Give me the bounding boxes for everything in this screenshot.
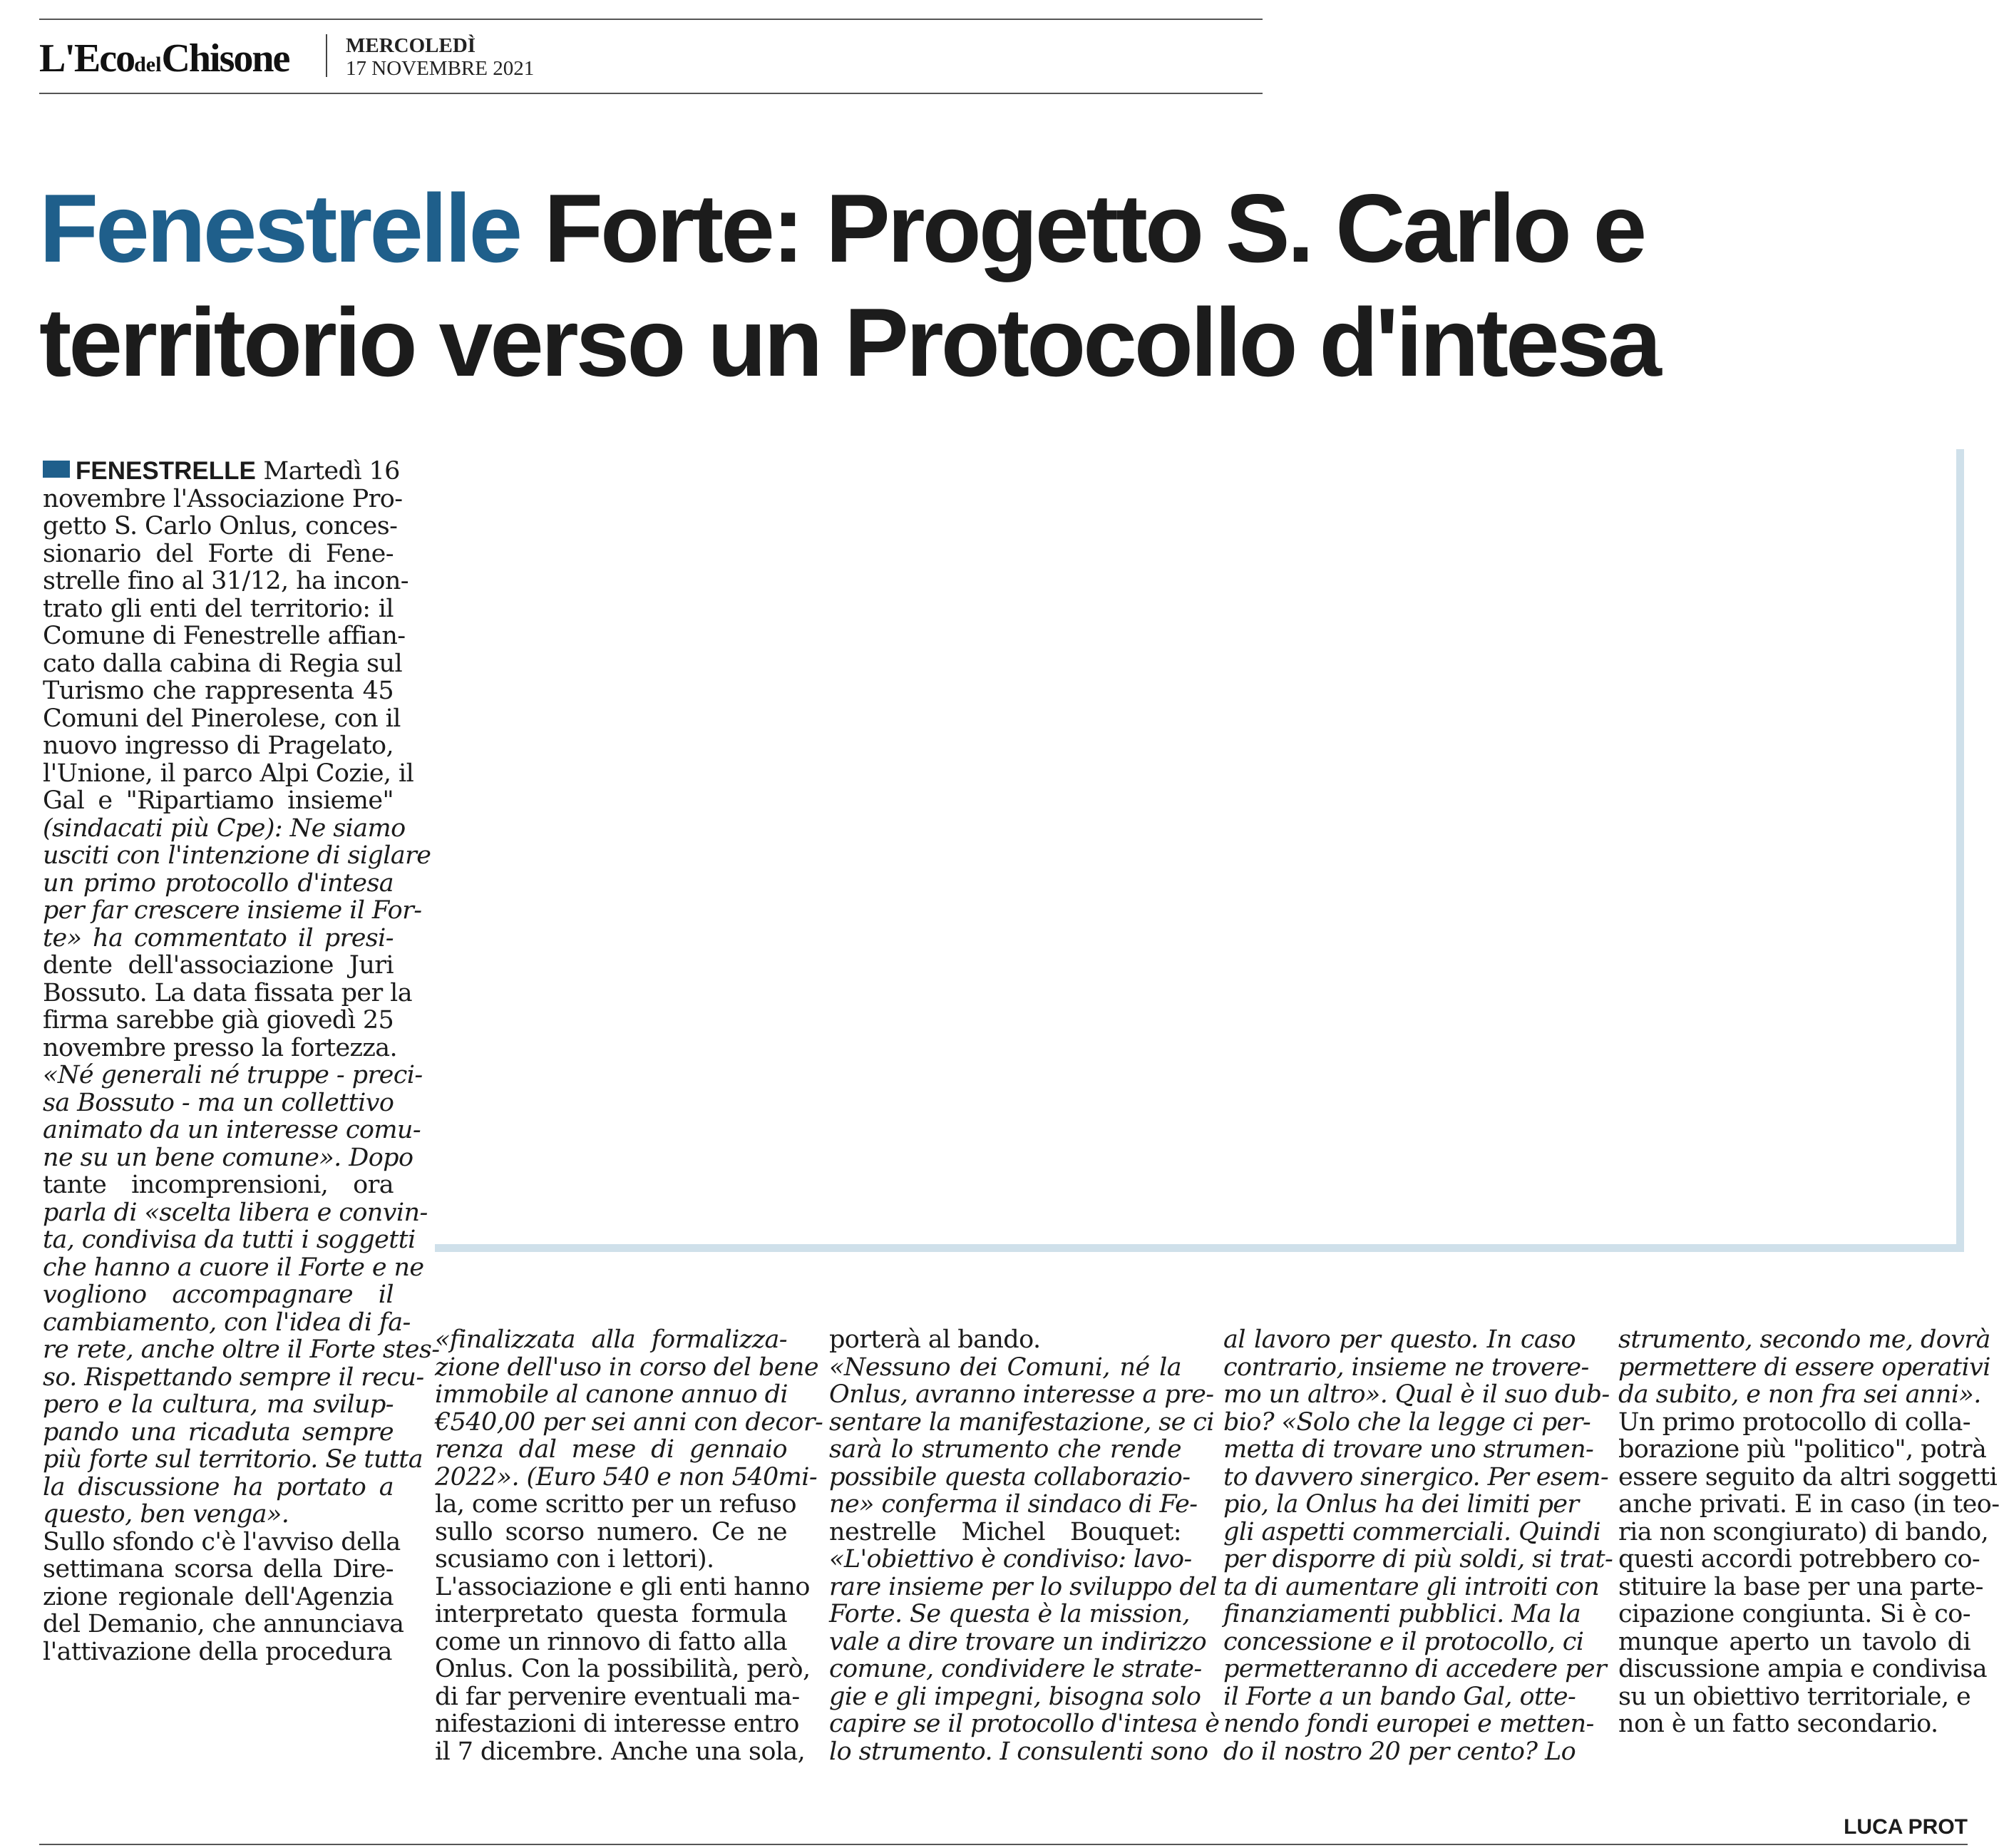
article-line [1223, 1435, 1594, 1464]
article-line [435, 1572, 810, 1601]
article-line [43, 1583, 394, 1611]
article-line [1618, 1683, 1970, 1711]
article-line [43, 649, 403, 678]
issue-day: MERCOLEDÌ [346, 34, 476, 57]
article-line [43, 1501, 394, 1529]
article-line-text: stituire la base per una parte- [1618, 1572, 1983, 1601]
article-line-text: so. Rispettando sempre il recu- [43, 1362, 424, 1392]
article-line-text: Gal e "Ripartiamo insieme" [43, 786, 394, 815]
article-line [43, 1007, 394, 1035]
article-line [1223, 1738, 1576, 1766]
article-line [43, 1253, 424, 1282]
logo-eco: L'Eco [39, 36, 135, 81]
article-line-text: contrario, insieme ne trovere- [1223, 1352, 1589, 1382]
article-line-text: zione dell'uso in corso del bene [435, 1352, 818, 1382]
article-line-text: ta di aumentare gli introiti con [1223, 1572, 1600, 1601]
article-line-text: cambiamento, con l'idea di fa- [43, 1308, 411, 1337]
article-line-text: anche privati. E in caso (in teo- [1618, 1490, 1999, 1519]
article-line-text: animato da un interesse comu- [43, 1116, 421, 1144]
article-line-text: vale a dire trovare un indirizzo [829, 1627, 1207, 1656]
article-line [43, 484, 403, 513]
article-line-text: €540,00 per sei anni con decor- [435, 1407, 823, 1437]
article-line-text: da subito, e non fra sei anni». [1618, 1380, 1981, 1409]
article-line-text: Martedì 16 [263, 457, 400, 486]
article-line-text: vogliono accompagnare il [43, 1280, 394, 1309]
article-line [1223, 1380, 1610, 1409]
byline: LUCA PROT [1844, 1815, 1968, 1839]
article-line [435, 1519, 787, 1546]
article-line-text: Sullo sfondo c'è l'avviso della [43, 1527, 401, 1556]
article-line [1223, 1545, 1613, 1574]
article-line-text: sentare la manifestazione, se ci [829, 1407, 1214, 1437]
article-line-text: pero e la cultura, ma svilup- [43, 1390, 394, 1419]
article-line-text: te» ha commentato il presi- [43, 923, 394, 953]
headline-kicker: Fenestrelle [39, 174, 520, 282]
article-line-text: cipazione congiunta. Si è co- [1618, 1600, 1970, 1628]
article-line-text: più forte sul territorio. Se tutta [43, 1445, 423, 1474]
article-line-text: mo un altro». Qual è il suo dub- [1223, 1380, 1610, 1409]
article-line-text: di far pervenire eventuali ma- [435, 1682, 800, 1711]
article-line [1618, 1325, 1990, 1354]
article-line [43, 1281, 394, 1309]
article-line [43, 512, 398, 540]
article-line [43, 1143, 413, 1172]
article-line [43, 567, 408, 595]
article-line-text: sionario del Forte di Fene- [43, 539, 394, 568]
article-line [43, 457, 400, 486]
article-line [1618, 1380, 1981, 1409]
article-line-text: l'Unione, il parco Alpi Cozie, il [43, 759, 414, 788]
article-line [1223, 1710, 1594, 1738]
article-line [43, 841, 431, 870]
article-line-text: parla di «scelta libera e convin- [43, 1198, 428, 1227]
article-line-text: possibile questa collaborazio- [829, 1462, 1191, 1492]
article-line [43, 1527, 401, 1556]
article-line-text: capire se il protocollo d'intesa è [829, 1710, 1220, 1738]
article-line-text: un primo protocollo d'intesa [43, 868, 394, 898]
article-line-text: Turismo che rappresenta 45 [43, 677, 394, 705]
article-line [1223, 1462, 1609, 1492]
article-line-text: «Né generali né truppe - preci- [43, 1061, 423, 1089]
article-column-1 [43, 457, 440, 1666]
article-line-text: permetteranno di accedere per [1223, 1655, 1607, 1683]
photo-frame-right [1956, 449, 1964, 1252]
article-line-text: come un rinnovo di fatto alla [435, 1627, 787, 1656]
headline-line1: Forte: Progetto S. Carlo e [543, 174, 1645, 282]
logo-del: del [134, 53, 162, 76]
article-line-text: gie e gli impegni, bisogna solo [829, 1682, 1201, 1711]
article-line [829, 1380, 1214, 1409]
article-line [43, 595, 394, 623]
article-line [435, 1381, 787, 1409]
article-line [1223, 1326, 1576, 1354]
article-line [435, 1352, 818, 1382]
article-line [43, 1556, 394, 1583]
article-line [1618, 1628, 1970, 1656]
article-line [435, 1546, 787, 1574]
article-line [43, 1226, 416, 1254]
article-line-text: bio? «Solo che la legge ci per- [1223, 1407, 1591, 1437]
article-line-text: settimana scorsa della Dire- [43, 1555, 394, 1583]
article-line [43, 1610, 404, 1638]
article-line-text: Bossuto. La data fissata per la [43, 978, 413, 1007]
headline [39, 171, 1964, 399]
article-line-text: strelle fino al 31/12, ha incon- [43, 567, 408, 595]
article-column-3 [829, 1325, 1220, 1766]
article-line-text: «L'obiettivo è condiviso: lavo- [829, 1545, 1192, 1574]
newspaper-logo [39, 36, 289, 81]
article-line-text: «finalizzata alla formalizza- [435, 1325, 787, 1354]
article-line-text: Un primo protocollo di colla- [1618, 1407, 1970, 1437]
article-line-text: nifestazioni di interesse entro [435, 1710, 799, 1738]
dateline-square-icon [43, 461, 70, 478]
article-line [1223, 1407, 1591, 1437]
article-line-text: per far crescere insieme il For- [43, 896, 422, 925]
article-line [43, 622, 406, 650]
article-line-text: finanziamenti pubblici. Ma la [1223, 1600, 1581, 1628]
article-line-text: immobile al canone annuo di [435, 1380, 788, 1409]
article-line [1618, 1572, 1983, 1601]
article-line-text: Comuni del Pinerolese, con il [43, 704, 401, 733]
article-line-text: firma sarebbe già giovedì 25 [43, 1006, 394, 1035]
article-line [1223, 1490, 1579, 1519]
article-line [1223, 1572, 1600, 1601]
article-line-text: cato dalla cabina di Regia sul [43, 649, 403, 678]
article-line-text: re rete, anche oltre il Forte stes- [43, 1335, 440, 1364]
article-line-text: nendo fondi europei e metten- [1223, 1710, 1594, 1738]
article-line [1618, 1409, 1970, 1437]
article-line-text: rare insieme per lo sviluppo del [829, 1572, 1217, 1601]
article-line-text: dente dell'associazione Juri [43, 951, 394, 980]
article-line [435, 1682, 800, 1711]
article-line-text: nuovo ingresso di Pragelato, [43, 732, 394, 760]
article-line-text: il Forte a un bando Gal, otte- [1223, 1682, 1576, 1711]
article-line [43, 1638, 394, 1666]
article-line-text: permettere di essere operativi [1618, 1352, 1990, 1382]
article-line [1618, 1655, 1987, 1683]
article-line [829, 1627, 1207, 1656]
article-line [829, 1407, 1214, 1437]
article-line-text: getto S. Carlo Onlus, conces- [43, 512, 398, 540]
article-line-text: strumento, secondo me, dovrà [1618, 1325, 1990, 1354]
article-line [829, 1710, 1220, 1738]
article-line-text: interpretato questa formula [435, 1600, 787, 1628]
headline-line2: territorio verso un Protocollo d'intesa [39, 288, 1659, 396]
article-line-text: Onlus. Con la possibilità, però, [435, 1655, 811, 1683]
dateline: FENESTRELLE [76, 457, 256, 485]
article-line-text: zione regionale dell'Agenzia [43, 1582, 394, 1611]
article-line-text: pando una ricaduta sempre [43, 1417, 394, 1447]
article-line [829, 1519, 1181, 1546]
photo-area [435, 449, 1961, 1248]
article-line-text: (sindacati più Cpe): Ne siamo [43, 813, 406, 843]
article-line [1618, 1545, 1980, 1574]
issue-full-date: 17 NOVEMBRE 2021 [346, 57, 535, 80]
article-line-text: la, come scritto per un refuso [435, 1490, 796, 1519]
article-line-text: discussione ampia e condivisa [1618, 1655, 1987, 1683]
article-line [43, 813, 406, 843]
article-line [43, 1033, 398, 1062]
article-line [829, 1682, 1201, 1711]
article-line [43, 677, 394, 705]
article-line-text: ta, condivisa da tutti i soggetti [43, 1226, 416, 1254]
article-line-text: Onlus, avranno interesse a pre- [829, 1380, 1214, 1409]
article-line-text: tante incomprensioni, ora [43, 1171, 394, 1199]
article-line [1223, 1683, 1576, 1711]
article-line-text: to davvero sinergico. Per esem- [1223, 1462, 1609, 1492]
article-line [43, 1308, 411, 1337]
article-line-text: comune, condividere le strate- [829, 1655, 1202, 1683]
article-line-text: «Nessuno dei Comuni, né la [829, 1352, 1181, 1382]
article-line [435, 1628, 787, 1656]
article-line-text: concessione e il protocollo, ci [1223, 1627, 1584, 1656]
article-line [435, 1710, 799, 1738]
article-line [829, 1545, 1192, 1574]
article-line [43, 787, 394, 815]
article-line [43, 978, 413, 1007]
article-line [435, 1407, 823, 1437]
article-line-text: novembre presso la fortezza. [43, 1033, 398, 1062]
article-line [829, 1490, 1198, 1519]
article-line-text: l'attivazione della procedura [43, 1637, 392, 1666]
article-line-text: porterà al bando. [829, 1325, 1041, 1354]
article-line [435, 1462, 818, 1492]
article-line [435, 1326, 787, 1354]
article-line [435, 1436, 787, 1464]
article-line-text: sullo scorso numero. Ce ne [435, 1517, 787, 1546]
issue-date [346, 34, 534, 80]
article-line-text: do il nostro 20 per cento? Lo [1223, 1737, 1576, 1766]
article-line-text: novembre l'Associazione Pro- [43, 484, 403, 513]
article-line [43, 1171, 394, 1199]
article-line [1223, 1627, 1584, 1656]
masthead-divider [326, 34, 327, 77]
article-line-text: borazione più "politico", potrà [1618, 1435, 1987, 1464]
article-line [43, 540, 394, 568]
article-line [1618, 1352, 1990, 1382]
article-line [43, 732, 394, 760]
article-line-text: metta di trovare uno strumen- [1223, 1435, 1594, 1464]
article-column-5 [1618, 1325, 1999, 1738]
article-line [43, 1474, 394, 1502]
article-line [43, 1419, 394, 1447]
article-line-text: per disporre di più soldi, si trat- [1223, 1545, 1613, 1574]
article-line [43, 952, 394, 980]
article-line-text: che hanno a cuore il Forte e ne [43, 1253, 424, 1282]
article-line [435, 1490, 796, 1519]
article-line-text: 2022». (Euro 540 e non 540mi- [435, 1462, 818, 1492]
article-line-text: Comune di Fenestrelle affian- [43, 622, 406, 650]
article-line [1618, 1710, 1970, 1738]
article-line [829, 1655, 1202, 1683]
article-column-2 [435, 1325, 823, 1766]
article-line-text: questo, ben venga». [43, 1500, 289, 1529]
article-line [43, 925, 394, 953]
article-line [1223, 1655, 1607, 1683]
article-line-text: Forte. Se questa è la mission, [829, 1600, 1190, 1628]
article-line [43, 870, 394, 898]
article-line-text: sa Bossuto - ma un collettivo [43, 1088, 394, 1117]
article-line [43, 1089, 394, 1117]
article-line [43, 1335, 440, 1364]
article-line [829, 1737, 1208, 1766]
article-line-text: sarà lo strumento che rende [829, 1435, 1181, 1464]
article-line [1618, 1462, 1998, 1492]
article-line [1618, 1517, 1989, 1546]
article-line [829, 1572, 1217, 1601]
article-line [1618, 1435, 1987, 1464]
article-line-text: ria non scongiurato) di bando, [1618, 1517, 1989, 1546]
article-line-text: ne su un bene comune». Dopo [43, 1143, 413, 1172]
article-line [1618, 1601, 1970, 1628]
article-line [43, 1445, 423, 1474]
article-line-text: nestrelle Michel Bouquet: [829, 1517, 1181, 1546]
article-line-text: non è un fatto secondario. [1618, 1710, 1938, 1738]
article-line [43, 704, 401, 733]
article-line [43, 1391, 394, 1419]
article-line [829, 1600, 1190, 1628]
article-line [435, 1601, 787, 1628]
article-line [43, 759, 414, 788]
article-line [1618, 1490, 1999, 1519]
article-line [435, 1737, 806, 1766]
bottom-rule [39, 1844, 1968, 1845]
article-line-text: il 7 dicembre. Anche una sola, [435, 1737, 806, 1766]
article-line [829, 1462, 1191, 1492]
article-line-text: la discussione ha portato a [43, 1472, 394, 1502]
masthead [39, 19, 1263, 94]
article-line [43, 1116, 421, 1144]
article-line [829, 1354, 1181, 1382]
article-line-text: L'associazione e gli enti hanno [435, 1572, 810, 1601]
article-line-text: renza dal mese di gennaio [435, 1435, 787, 1464]
article-line-text: ne» conferma il sindaco di Fe- [829, 1490, 1198, 1519]
article-line-text: pio, la Onlus ha dei limiti per [1223, 1490, 1579, 1519]
article-line [43, 1198, 428, 1227]
article-line-text: al lavoro per questo. In caso [1223, 1325, 1576, 1354]
article-line-text: del Demanio, che annunciava [43, 1610, 404, 1638]
logo-chisone: Chisone [161, 36, 289, 81]
article-line-text: trato gli enti del territorio: il [43, 594, 394, 623]
article-line [43, 1362, 424, 1392]
article-line [43, 1061, 423, 1089]
article-line-text: essere seguito da altri soggetti [1618, 1462, 1998, 1492]
article-line [1223, 1517, 1601, 1546]
article-line-text: questi accordi potrebbero co- [1618, 1545, 1980, 1574]
article-line [435, 1655, 811, 1683]
article-line [829, 1326, 1181, 1354]
article-line-text: usciti con l'intenzione di siglare [43, 841, 431, 870]
article-line [829, 1436, 1181, 1464]
article-line [1223, 1352, 1589, 1382]
photo-frame-bottom [435, 1244, 1964, 1252]
article-line [43, 896, 422, 925]
article-line-text: scusiamo con i lettori). [435, 1545, 714, 1574]
article-line-text: lo strumento. I consulenti sono [829, 1737, 1208, 1766]
article-line [1223, 1600, 1581, 1628]
article-line-text: munque aperto un tavolo di [1618, 1627, 1970, 1656]
article-column-4 [1223, 1325, 1613, 1766]
article-line-text: gli aspetti commerciali. Quindi [1223, 1517, 1601, 1546]
article-line-text: su un obiettivo territoriale, e [1618, 1682, 1971, 1711]
